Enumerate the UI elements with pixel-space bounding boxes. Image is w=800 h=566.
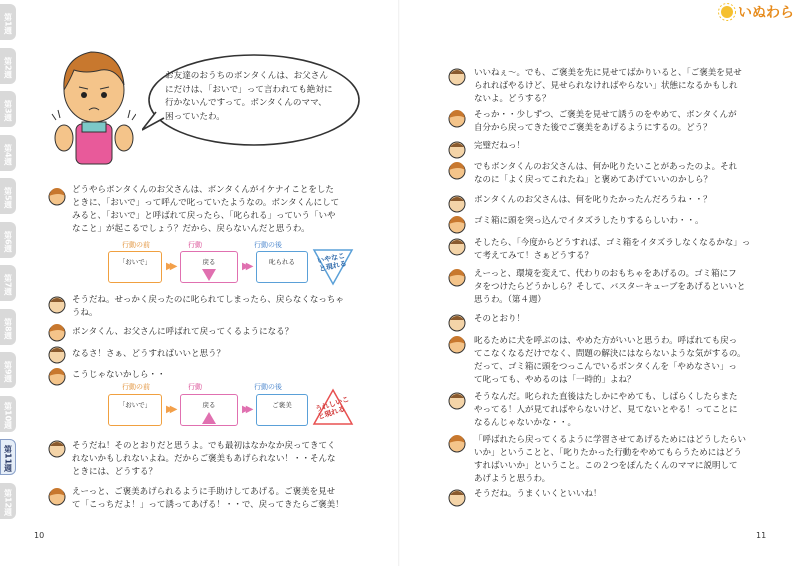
- page-number: 11: [756, 531, 767, 540]
- week-tab-11[interactable]: 第11週: [0, 439, 16, 475]
- dialogue-4: こうじゃないかしら・・: [72, 370, 166, 380]
- avatar-dog-owner: [447, 487, 467, 507]
- dialogue-7: いいねぇ～。でも、ご褒美を先に見せてばかりいると、「ご褒美を見せ られればやるけど、見せられなければやらない」状態になるかもしれ ないよ。どうする？: [474, 68, 742, 104]
- dialogue-19: そうだね。うまくいくといいね！: [474, 489, 602, 499]
- avatar-dog-owner: [47, 438, 67, 458]
- avatar-girl: [447, 433, 467, 453]
- dialogue-16: 叱るために犬を呼ぶのは、やめた方がいいと思うわ。呼ばれても戻っ てこなくなるだけでなく、問題の解決にはならないような気がするの。 だって、ゴミ箱に頭をつっこんでいるボンタくんを「やめなさい」っ て叱っても、やめるのは「一時的」よね？: [474, 336, 746, 385]
- avatar-dog-owner: [47, 294, 67, 314]
- dialogue-10: でもボンタくんのお父さんは、何か叱りたいことがあったのよ。それ なのに「よく戻ってこれたね」と褒めてあげていいのかしら？: [474, 162, 738, 185]
- page-number: 10: [34, 531, 45, 540]
- week-tab-5[interactable]: 第5週: [0, 178, 16, 214]
- week-tab-7[interactable]: 第7週: [0, 265, 16, 301]
- week-tab-12[interactable]: 第12週: [0, 483, 16, 519]
- avatar-girl: [447, 214, 467, 234]
- week-tab-8[interactable]: 第8週: [0, 309, 16, 345]
- avatar-dog-owner: [447, 236, 467, 256]
- worried-mother-illustration: [46, 40, 136, 170]
- flow2-label-before: 行動の前: [122, 383, 150, 391]
- week-tab-2[interactable]: 第2週: [0, 48, 16, 84]
- avatar-girl: [447, 108, 467, 128]
- avatar-girl: [47, 366, 67, 386]
- dialogue-3: なるさ！さぁ、どうすればいいと思う？: [72, 349, 226, 359]
- avatar-girl: [447, 160, 467, 180]
- dialogue-5: そうだね！そのとおりだと思うよ。でも最初はなかなか戻ってきてく れないかもしれないよね。だからご褒美もあげられない！・・そんな ときには、どうする？: [72, 441, 336, 477]
- dialogue-1: そうだね。せっかく戻ったのに叱られてしまったら、戻らなくなっちゃ うね。: [72, 295, 344, 318]
- dialogue-6: えーっと、ご褒美あげられるように手助けしてあげる。ご褒美を見せ て「こっちだよ！」って誘ってあげる！・・で、戻ってきたらご褒美！: [72, 487, 344, 510]
- chevron-right-icon: ▶▶: [242, 261, 250, 272]
- week-tab-10[interactable]: 第10週: [0, 396, 16, 432]
- flow1-box-after: 叱られる: [256, 251, 308, 283]
- site-logo: いぬわら: [718, 2, 794, 22]
- week-tab-4[interactable]: 第4週: [0, 135, 16, 171]
- week-tab-6[interactable]: 第6週: [0, 222, 16, 258]
- bubble-text: お友達のおうちのボンタくんは、お父さん にだけは、「おいで」って言われても絶対に 行かないんですって。ボンタくんのママ、 困っていたわ。: [165, 71, 333, 122]
- flow2-label-behavior: 行動: [188, 383, 202, 391]
- flow2-box-after: ご褒美: [256, 394, 308, 426]
- pleasant-badge-text: うれしいこと現れる: [314, 395, 351, 422]
- avatar-girl: [47, 486, 67, 506]
- sun-icon: [718, 3, 736, 21]
- dialogue-12: ゴミ箱に頭を突っ込んでイタズラしたりするらしいわ・・。: [474, 216, 704, 226]
- dialogue-14: えーっと、環境を変えて、代わりのおもちゃをあげるの。ゴミ箱にフ タをつけたらどうかしら？そして、バスターキューブをあげるといいと 思うわ。（第４週）: [474, 269, 746, 305]
- avatar-girl: [447, 267, 467, 287]
- avatar-girl: [47, 322, 67, 342]
- avatar-dog-owner: [447, 193, 467, 213]
- dialogue-11: ボンタくんのお父さんは、何を叱りたかったんだろうね・・？: [474, 195, 712, 205]
- chevron-right-icon: ▶▶: [242, 404, 250, 415]
- avatar-dog-owner: [447, 390, 467, 410]
- chevron-right-icon: ▶▶: [166, 261, 174, 272]
- dialogue-8: そっか・・少しずつ、ご褒美を見せて誘うのをやめて、ボンタくんが 自分から戻ってきた後でご褒美をあげるようにするの。どう？: [474, 110, 737, 133]
- dialogue-9: 完璧だねっ！: [474, 141, 526, 151]
- dialogue-17: そうなんだ。叱られた直後はたしかにやめても、しばらくしたらまた やってる！人が見てればやらないけど、見てないとやる！ってことに なるんじゃないかな・・。: [474, 392, 738, 428]
- flow2-box-behavior: 戻る: [180, 394, 238, 426]
- unpleasant-badge-text: いやなこと現れる: [316, 251, 348, 274]
- flow1-label-before: 行動の前: [122, 241, 150, 249]
- flow2-box-before: 「おいで」: [108, 394, 162, 426]
- week-tab-1[interactable]: 第1週: [0, 4, 16, 40]
- flow1-box-behavior: 戻る: [180, 251, 238, 283]
- flow2-label-after: 行動の後: [254, 383, 282, 391]
- flow1-box-before: 「おいで」: [108, 251, 162, 283]
- week-tab-9[interactable]: 第9週: [0, 352, 16, 388]
- avatar-dog-owner: [447, 312, 467, 332]
- avatar-dog-owner: [447, 66, 467, 86]
- flow1-label-behavior: 行動: [188, 241, 202, 249]
- right-page: [400, 0, 800, 566]
- dialogue-13: そしたら、「今度からどうすれば、ゴミ箱をイタズラしなくなるかな」っ て考えてみて！さぁどうする？: [474, 238, 751, 261]
- avatar-dog-owner: [47, 344, 67, 364]
- intro-text: どうやらボンタくんのお父さんは、ボンタくんがイケナイことをした ときに、「おいで」って呼んで叱っていたようなの。ボンタくんにして みると、「おいで」と呼ばれて戻ったら、「叱られる」っていう「いや なこと」が起こるでしょう？だから、戻らないんだと思うわ。: [72, 185, 340, 234]
- flow1-label-after: 行動の後: [254, 241, 282, 249]
- chevron-right-icon: ▶▶: [166, 404, 174, 415]
- dialogue-15: そのとおり！: [474, 314, 526, 324]
- week-tab-3[interactable]: 第3週: [0, 91, 16, 127]
- dialogue-18: 「呼ばれたら戻ってくるように学習させてあげるためにはどうしたらい いか」ということと、「叱りたかった行動をやめてもらうためにはどう すればいいか」ということ。この２つをぽんたくんのママに説明して あげようと思うわ。: [474, 435, 747, 484]
- dialogue-2: ボンタくん、お父さんに呼ばれて戻ってくるようになる？: [72, 327, 294, 337]
- avatar-girl: [447, 334, 467, 354]
- avatar-girl: [47, 186, 67, 206]
- avatar-dog-owner: [447, 139, 467, 159]
